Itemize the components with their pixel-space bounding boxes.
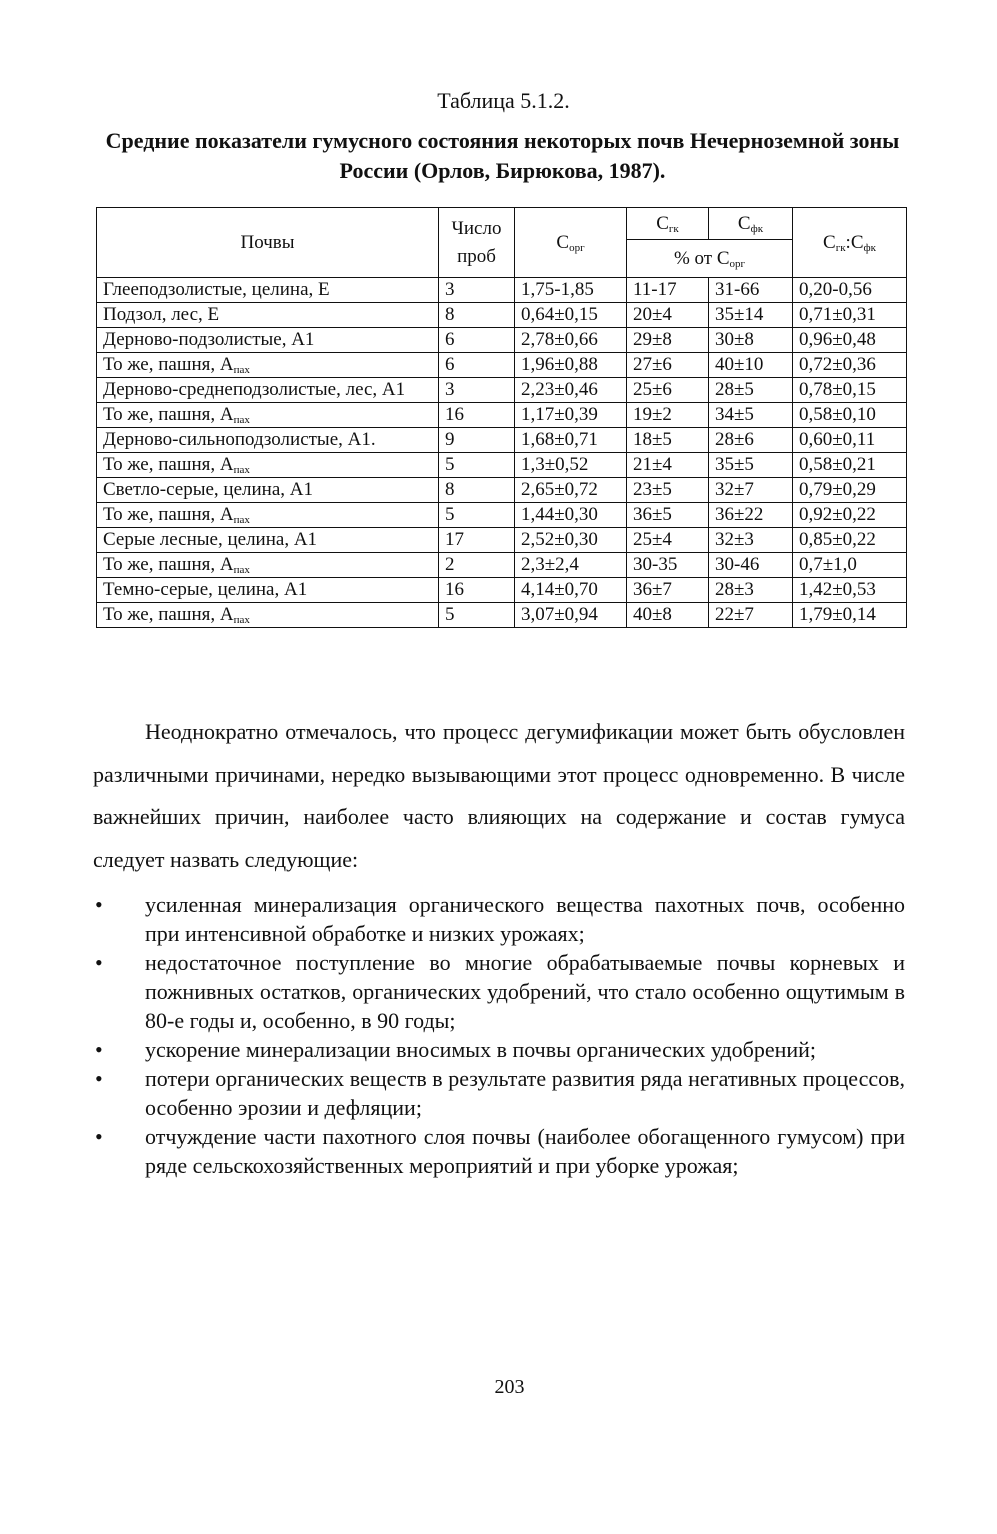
cell-samples: 6 [439, 353, 515, 378]
cell-c-gk: 36±7 [627, 578, 709, 603]
cell-c-org: 2,65±0,72 [515, 478, 627, 503]
horizon-subscript: пах [233, 614, 250, 626]
cell-soil: Дерново-сильноподзолистые, А1. [97, 428, 439, 453]
cell-ratio: 0,58±0,10 [793, 403, 907, 428]
cell-soil: То же, пашня, $А_{пах}$ [97, 353, 439, 378]
cell-samples: 5 [439, 603, 515, 628]
table-row [97, 528, 907, 553]
cell-c-org: 2,52±0,30 [515, 528, 627, 553]
cell-soil: Глееподзолистые, целина, Е [97, 278, 439, 303]
cell-c-org: 1,75-1,85 [515, 278, 627, 303]
cell-c-fk: 34±5 [709, 403, 793, 428]
list-item [93, 1122, 905, 1180]
list-item-text: ускорение минерализации вносимых в почвы органических удобрений; [145, 1037, 817, 1062]
cell-ratio: 0,7±1,0 [793, 553, 907, 578]
bullet-icon: • [95, 1066, 103, 1091]
cell-c-gk: 20±4 [627, 303, 709, 328]
table-row [97, 278, 907, 303]
cell-c-fk: 35±5 [709, 453, 793, 478]
cell-c-fk: 28±6 [709, 428, 793, 453]
table-row [97, 603, 907, 628]
cell-c-org: 2,3±2,4 [515, 553, 627, 578]
cell-c-gk: 36±5 [627, 503, 709, 528]
cell-c-fk: 36±22 [709, 503, 793, 528]
cell-c-gk: 11-17 [627, 278, 709, 303]
cell-c-gk: 23±5 [627, 478, 709, 503]
cell-ratio: 0,72±0,36 [793, 353, 907, 378]
cell-c-fk: 40±10 [709, 353, 793, 378]
list-item-text: отчуждение части пахотного слоя почвы (наиболее обогащенного гумусом) при ряде сельскохозяйственных мероприятий и при уборке урожая; [145, 1124, 905, 1178]
cell-samples: 6 [439, 328, 515, 353]
header-percent-of-c-org: % от $C_{орг}$ [627, 240, 793, 278]
table-row [97, 453, 907, 478]
cell-ratio: 0,96±0,48 [793, 328, 907, 353]
cell-soil: То же, пашня, $А_{пах}$ [97, 453, 439, 478]
bullet-icon: • [95, 1124, 103, 1149]
cell-soil: Серые лесные, целина, А1 [97, 528, 439, 553]
cell-samples: 8 [439, 478, 515, 503]
table-row [97, 328, 907, 353]
list-item [93, 890, 905, 948]
cell-soil: То же, пашня, $А_{пах}$ [97, 603, 439, 628]
cell-c-fk: 22±7 [709, 603, 793, 628]
cell-c-gk: 30-35 [627, 553, 709, 578]
cell-c-org: 1,44±0,30 [515, 503, 627, 528]
cell-c-fk: 30±8 [709, 328, 793, 353]
header-c-fk: $C_{фк}$ [709, 208, 793, 240]
cell-c-org: 1,96±0,88 [515, 353, 627, 378]
cell-ratio: 0,71±0,31 [793, 303, 907, 328]
cell-c-fk: 32±7 [709, 478, 793, 503]
cell-c-gk: 19±2 [627, 403, 709, 428]
cell-c-org: 0,64±0,15 [515, 303, 627, 328]
cell-samples: 3 [439, 278, 515, 303]
cell-soil: Дерново-подзолистые, А1 [97, 328, 439, 353]
table-row [97, 553, 907, 578]
horizon-subscript: пах [233, 414, 250, 426]
header-c-gk: $C_{гк}$ [627, 208, 709, 240]
header-c-org: $C_{орг}$ [515, 208, 627, 278]
cell-samples: 3 [439, 378, 515, 403]
table-row [97, 353, 907, 378]
table-row [97, 428, 907, 453]
cell-c-org: 2,23±0,46 [515, 378, 627, 403]
table-row [97, 378, 907, 403]
list-item-text: потери органических веществ в результате развития ряда негативных процессов, особенно эрозии и дефляции; [145, 1066, 905, 1120]
cell-soil: То же, пашня, $А_{пах}$ [97, 503, 439, 528]
cell-c-org: 4,14±0,70 [515, 578, 627, 603]
list-item [93, 1064, 905, 1122]
cell-soil: Светло-серые, целина, А1 [97, 478, 439, 503]
cell-soil: То же, пашня, $А_{пах}$ [97, 403, 439, 428]
page-number: 203 [494, 1376, 525, 1398]
cell-c-fk: 28±3 [709, 578, 793, 603]
cell-samples: 16 [439, 403, 515, 428]
cell-samples: 16 [439, 578, 515, 603]
cell-c-gk: 18±5 [627, 428, 709, 453]
header-ratio: $C_{гк}:C_{фк}$ [793, 208, 907, 278]
table-row [97, 403, 907, 428]
bullet-icon: • [95, 950, 103, 975]
table-row [97, 503, 907, 528]
humus-data-table [96, 207, 907, 628]
cell-ratio: 0,58±0,21 [793, 453, 907, 478]
list-item-text: усиленная минерализация органического вещества пахотных почв, особенно при интенсивной обработке и низких урожаях; [145, 892, 905, 946]
cell-soil: Темно-серые, целина, А1 [97, 578, 439, 603]
cell-samples: 5 [439, 503, 515, 528]
cell-ratio: 0,20-0,56 [793, 278, 907, 303]
cell-ratio: 0,60±0,11 [793, 428, 907, 453]
list-item [93, 948, 905, 1035]
cell-soil: То же, пашня, $А_{пах}$ [97, 553, 439, 578]
cell-c-org: 1,3±0,52 [515, 453, 627, 478]
cell-c-fk: 32±3 [709, 528, 793, 553]
horizon-subscript: пах [233, 514, 250, 526]
cell-c-fk: 30-46 [709, 553, 793, 578]
cell-c-gk: 25±6 [627, 378, 709, 403]
cell-c-gk: 27±6 [627, 353, 709, 378]
cell-samples: 2 [439, 553, 515, 578]
cell-c-gk: 21±4 [627, 453, 709, 478]
cell-c-org: 2,78±0,66 [515, 328, 627, 353]
cell-c-org: 1,68±0,71 [515, 428, 627, 453]
cell-c-org: 3,07±0,94 [515, 603, 627, 628]
cell-ratio: 0,78±0,15 [793, 378, 907, 403]
cell-ratio: 0,92±0,22 [793, 503, 907, 528]
table-body [97, 278, 907, 628]
table-row [97, 478, 907, 503]
horizon-subscript: пах [233, 564, 250, 576]
cell-soil: Подзол, лес, Е [97, 303, 439, 328]
bullet-icon: • [95, 1037, 103, 1062]
cell-samples: 8 [439, 303, 515, 328]
bullet-icon: • [95, 892, 103, 917]
cell-samples: 5 [439, 453, 515, 478]
cell-ratio: 1,79±0,14 [793, 603, 907, 628]
cell-ratio: 1,42±0,53 [793, 578, 907, 603]
list-item-text: недостаточное поступление во многие обрабатываемые почвы корневых и пожнивных остатков, органических удобрений, что стало особенно ощутимым в 80-е годы и, особенно, в 90 годы; [145, 950, 905, 1033]
bullet-list [93, 890, 905, 1180]
cell-samples: 17 [439, 528, 515, 553]
cell-c-gk: 25±4 [627, 528, 709, 553]
horizon-subscript: пах [233, 364, 250, 376]
cell-samples: 9 [439, 428, 515, 453]
table-caption-label: Таблица 5.1.2. [437, 88, 570, 113]
cell-c-fk: 28±5 [709, 378, 793, 403]
header-samples: Число проб [439, 208, 515, 278]
table-row [97, 578, 907, 603]
cell-c-fk: 35±14 [709, 303, 793, 328]
table-row [97, 303, 907, 328]
cell-ratio: 0,79±0,29 [793, 478, 907, 503]
cell-c-gk: 40±8 [627, 603, 709, 628]
cell-c-fk: 31-66 [709, 278, 793, 303]
cell-ratio: 0,85±0,22 [793, 528, 907, 553]
horizon-subscript: пах [233, 464, 250, 476]
cell-c-org: 1,17±0,39 [515, 403, 627, 428]
body-text [93, 711, 905, 881]
cell-c-gk: 29±8 [627, 328, 709, 353]
list-item [93, 1035, 905, 1064]
table-caption-title: Средние показатели гумусного состояния некоторых почв Нечерноземной зоны России (Орлов, Бирюкова, 1987). [105, 128, 900, 183]
body-paragraph: Неоднократно отмечалось, что процесс дегумификации может быть обусловлен различными причинами, нередко вызывающими этот процесс одновременно. В числе важнейших причин, наиболее часто влияющих на содержание и состав гумуса следует назвать следующие: [93, 719, 905, 872]
cell-soil: Дерново-среднеподзолистые, лес, А1 [97, 378, 439, 403]
header-soil: Почвы [97, 208, 439, 278]
